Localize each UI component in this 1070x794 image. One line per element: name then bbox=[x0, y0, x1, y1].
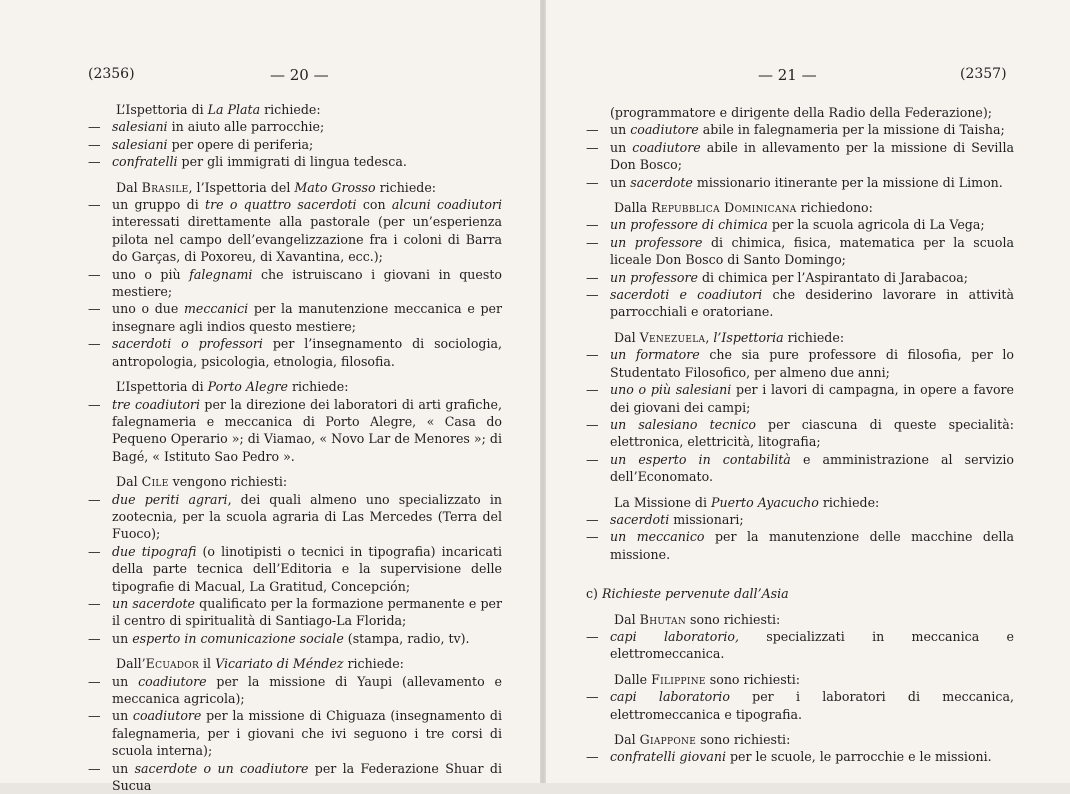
list-item: — capi laboratorio per i laboratori di meccanica, elettromeccanica e tipografia. bbox=[586, 689, 1015, 722]
page-code: (2356) bbox=[88, 66, 135, 82]
list-item: — un salesiano tecnico per ciascuna di queste specialità: elettronica, elettricità, litografia; bbox=[586, 416, 1014, 450]
list-item: — confratelli per gli immigrati di lingua tedesca. bbox=[88, 154, 407, 170]
section-intro: Dal Bhutan sono richiesti: bbox=[614, 611, 781, 627]
list-item: — due tipografi (o linotipisti o tecnici in tipografia) incaricati della parte tecnica dell’Editoria e la supervisione delle tipografie di Macual, La Gratitud, Concepción; bbox=[88, 543, 503, 594]
section-intro: Dalle Filippine sono richiesti: bbox=[614, 671, 800, 687]
list-item: — un coadiutore per la missione di Yaupi (allevamento e meccanica agricola); bbox=[88, 673, 503, 706]
list-item: — uno o più salesiani per i lavori di campagna, in opere a favore dei giovani dei campi; bbox=[586, 382, 1015, 415]
list-item: — uno o più falegnami che istruiscano i giovani in questo mestiere; bbox=[88, 266, 502, 300]
list-item: — un coadiutore abile in allevamento per la missione di Sevilla Don Bosco; bbox=[586, 139, 1014, 173]
list-item: — un professore di chimica, fisica, matematica per la scuola liceale Don Bosco di Santo Domingo; bbox=[586, 234, 1014, 268]
list-item: — salesiani per opere di periferia; bbox=[88, 136, 314, 152]
section-intro: Dal Cile vengono richiesti: bbox=[116, 474, 288, 490]
list-item: — un professore di chimica per la scuola agricola di La Vega; bbox=[586, 217, 985, 233]
section-intro: Dal Giappone sono richiesti: bbox=[614, 732, 791, 747]
section-intro: Dal Brasile, l’Ispettoria del Mato Grosso richiede: bbox=[116, 179, 437, 195]
right-page bbox=[546, 0, 1070, 783]
list-item: — un esperto in comunicazione sociale (stampa, radio, tv). bbox=[88, 630, 470, 646]
section-intro: Dalla Repubblica Dominicana richiedono: bbox=[614, 200, 873, 216]
list-item: — un coadiutore abile in falegnameria per la missione di Taisha; bbox=[586, 122, 1005, 138]
list-item: — sacerdoti o professori per l’insegnamento di sociologia, antropologia, psicologia, etnologia, filosofia. bbox=[88, 336, 502, 369]
section-intro: L’Ispettoria di La Plata richiede: bbox=[116, 102, 321, 117]
list-item: — un sacerdote qualificato per la formazione permanente e per il centro di spiritualità di Santiago-La Florida; bbox=[88, 595, 502, 629]
list-item: — due periti agrari, dei quali almeno uno specializzato in zootecnia, per la scuola agraria di Las Mercedes (Terra del Fuoco); bbox=[88, 491, 502, 542]
list-item: — sacerdoti e coadiutori che desiderino lavorare in attività parrocchiali e oratoriane. bbox=[586, 287, 1015, 320]
page-number: — 20 — bbox=[270, 66, 329, 84]
section-intro: La Missione di Puerto Ayacucho richiede: bbox=[614, 494, 880, 510]
section-intro: L’Ispettoria di Porto Alegre richiede: bbox=[116, 379, 349, 395]
list-item: — un formatore che sia pure professore di filosofia, per lo Studentato Filosofico, per almeno due anni; bbox=[586, 347, 1014, 380]
page-code: (2357) bbox=[960, 66, 1007, 82]
section-intro: Dall’Ecuador il Vicariato di Méndez richiede: bbox=[116, 656, 404, 672]
list-item: — uno o due meccanici per la manutenzione meccanica e per insegnare agli indios questo mestiere; bbox=[88, 301, 502, 334]
list-item: — tre coadiutori per la direzione dei laboratori di arti grafiche, falegnameria e meccanica di Porto Alegre, « Casa do Pequeno Operario »; di Viamao, « Novo Lar de Menores »; di Bagé, « Istituto Sao Pedro ». bbox=[88, 396, 502, 464]
list-item: — sacerdoti missionari; bbox=[586, 511, 744, 527]
section-intro: Dal Venezuela, l’Ispettoria richiede: bbox=[614, 329, 845, 345]
list-item: — salesiani in aiuto alle parrocchie; bbox=[88, 119, 325, 135]
left-page-text bbox=[88, 101, 502, 794]
list-item: — un sacerdote o un coadiutore per la Federazione Shuar di Sucua bbox=[88, 760, 502, 794]
section-heading: c) Richieste pervenute dall’Asia bbox=[586, 586, 789, 602]
continuation-text: (programmatore e dirigente della Radio della Federazione); bbox=[610, 105, 993, 120]
list-item: — confratelli giovani per le scuole, le parrocchie e le missioni. bbox=[586, 749, 992, 765]
list-item: — un coadiutore per la missione di Chiguaza (insegnamento di falegnameria, per i giovani che ivi seguono i tre corsi di scuola interna); bbox=[88, 708, 502, 759]
list-item: — un meccanico per la manutenzione delle macchine della missione. bbox=[586, 529, 1014, 562]
list-item: — un professore di chimica per l’Aspirantato di Jarabacoa; bbox=[586, 269, 969, 285]
list-item: — capi laboratorio, specializzati in meccanica e elettromeccanica. bbox=[586, 628, 1014, 662]
page-number: — 21 — bbox=[758, 66, 817, 84]
list-item: — un sacerdote missionario itinerante per la missione di Limon. bbox=[586, 174, 1003, 190]
list-item: — un esperto in contabilità e amministrazione al servizio dell’Economato. bbox=[586, 451, 1015, 485]
right-page-text bbox=[586, 104, 1014, 766]
list-item: — un gruppo di tre o quattro sacerdoti con alcuni coadiutori interessati direttamente alla pastorale (per un’esperienza pilota nel campo dell’evangelizzazione fra i coloni di Barra do Garças, di Poxoreu, di Xavantina, ecc.); bbox=[88, 197, 502, 265]
